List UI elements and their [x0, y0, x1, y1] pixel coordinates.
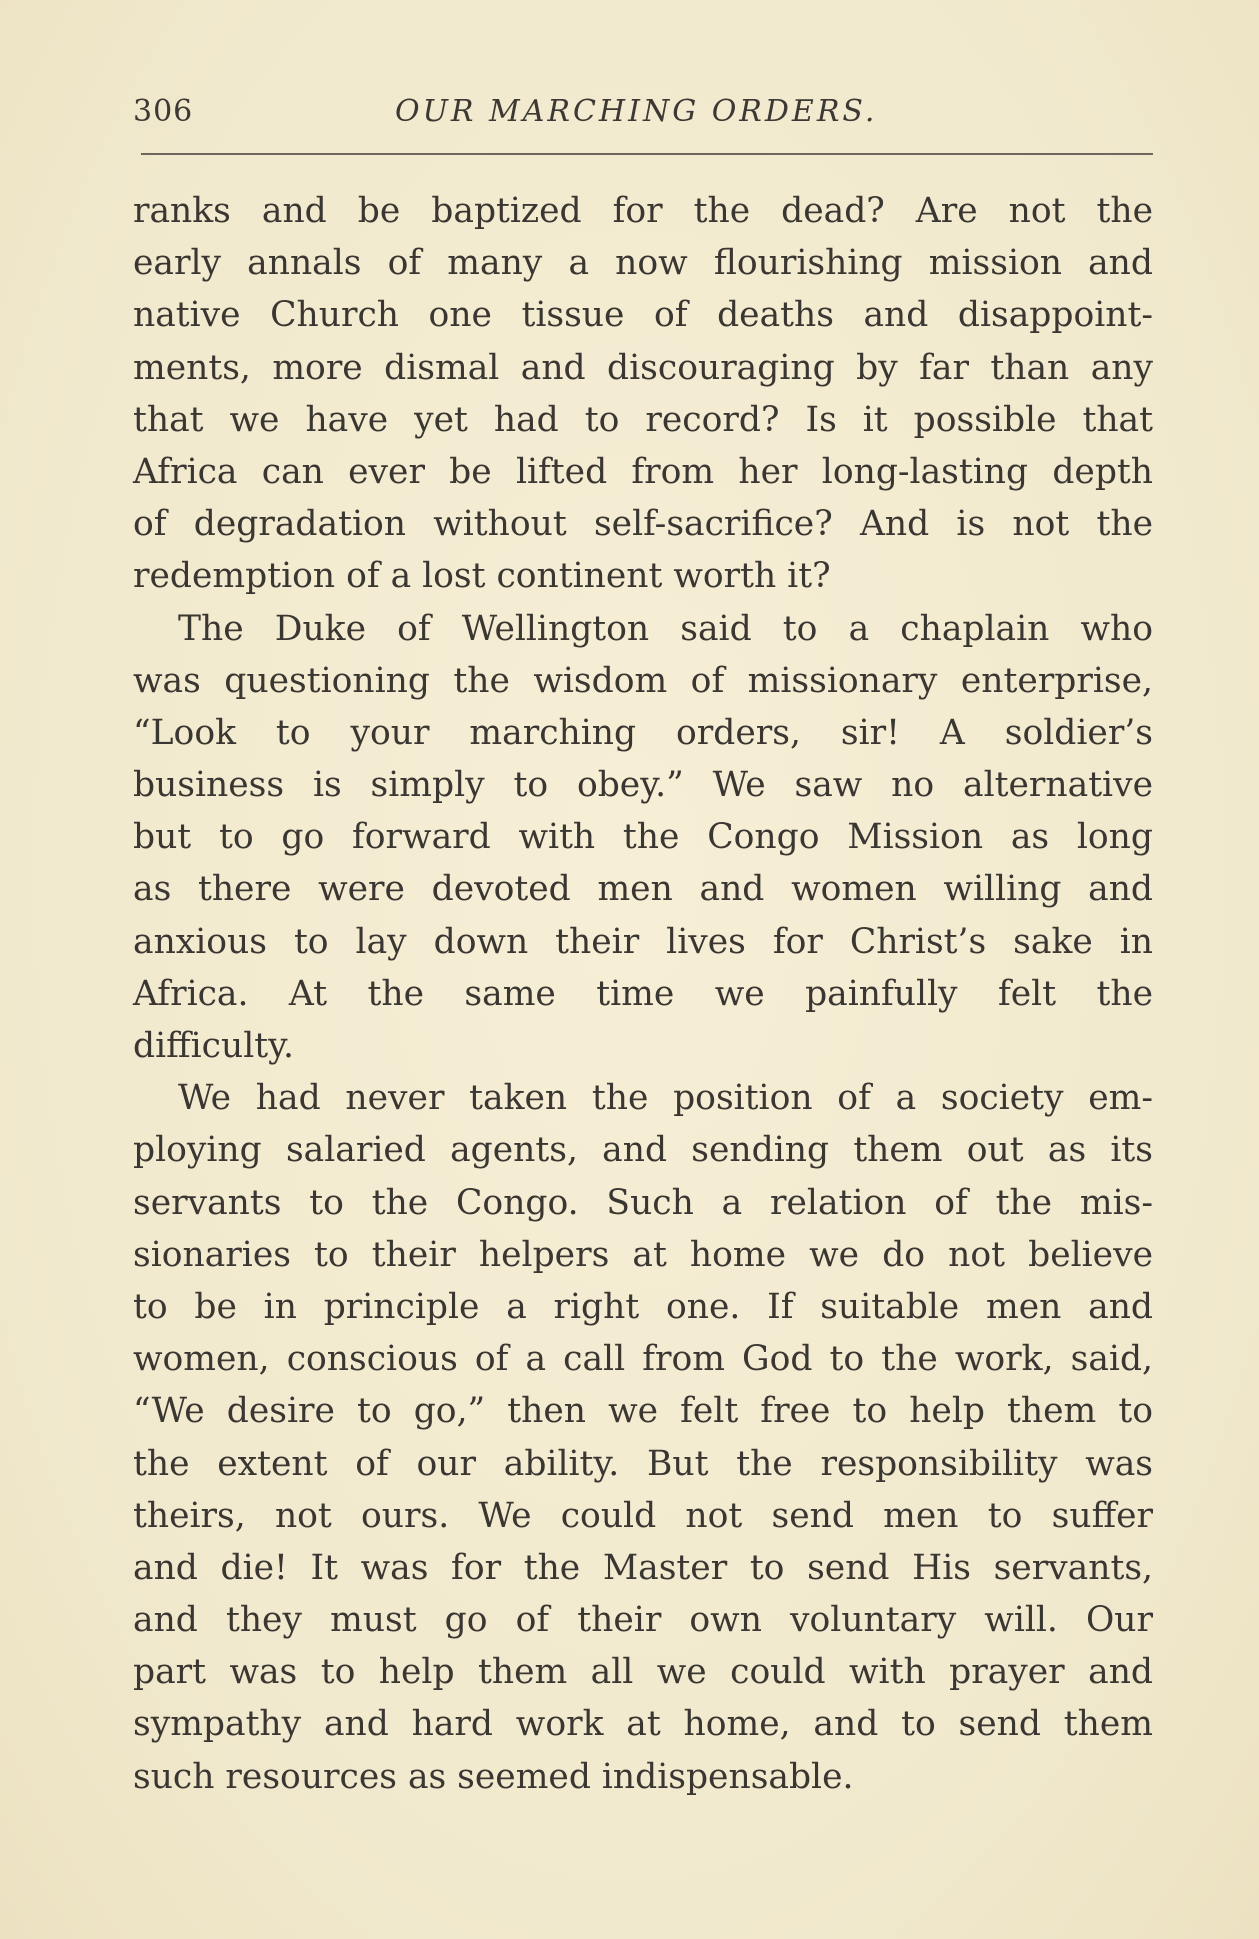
text-line: difficulty.	[133, 1026, 294, 1066]
page-header	[133, 88, 1153, 138]
text-line: Africa can ever be lifted from her long-lasting depth	[133, 451, 1153, 492]
body-text	[133, 185, 1153, 1803]
text-line: sympathy and hard work at home, and to send them	[133, 1704, 1153, 1745]
text-line: such resources as seemed indispensable.	[133, 1756, 854, 1797]
text-line: the extent of our ability. But the responsibility was	[133, 1443, 1153, 1484]
text-line: native Church one tissue of deaths and disappoint-	[133, 295, 1153, 336]
text-line: Africa. At the same time we painfully felt the	[133, 973, 1153, 1014]
text-line: ments, more dismal and discouraging by far than any	[133, 347, 1153, 388]
text-line: We had never taken the position of a society em-	[178, 1078, 1153, 1119]
text-line: early annals of many a now flourishing mission and	[133, 243, 1153, 284]
text-line: redemption of a lost continent worth it?	[133, 556, 831, 597]
text-line: and die! It was for the Master to send His servants,	[133, 1547, 1153, 1588]
text-line: that we have yet had to record? Is it possible that	[133, 399, 1153, 440]
text-line: anxious to lay down their lives for Christ’s sake in	[133, 921, 1153, 962]
text-line: but to go forward with the Congo Mission as long	[133, 817, 1153, 858]
text-line: of degradation without self-sacrifice? And is not the	[133, 504, 1153, 545]
text-line: ranks and be baptized for the dead? Are not the	[133, 191, 1153, 231]
text-line: sionaries to their helpers at home we do not believe	[133, 1234, 1153, 1275]
text-line: ploying salaried agents, and sending them out as its	[133, 1130, 1153, 1171]
text-line: as there were devoted men and women willing and	[133, 869, 1153, 910]
text-line: “We desire to go,” then we felt free to help them to	[133, 1391, 1153, 1432]
running-head: OUR MARCHING ORDERS.	[395, 94, 878, 129]
header-rule	[141, 153, 1153, 155]
text-line: part was to help them all we could with prayer and	[133, 1652, 1153, 1693]
text-line: servants to the Congo. Such a relation of the mis-	[133, 1182, 1153, 1223]
text-line: The Duke of Wellington said to a chaplain who	[178, 608, 1153, 649]
page-number: 306	[133, 94, 194, 129]
text-line: and they must go of their own voluntary will. Our	[133, 1600, 1153, 1641]
text-line: women, conscious of a call from God to the work, said,	[133, 1339, 1153, 1380]
text-line: “Look to your marching orders, sir! A soldier’s	[133, 712, 1153, 753]
text-line: theirs, not ours. We could not send men to suffer	[133, 1495, 1153, 1536]
text-line: was questioning the wisdom of missionary enterprise,	[133, 660, 1153, 701]
text-line: business is simply to obey.” We saw no alternative	[133, 765, 1153, 806]
text-line: to be in principle a right one. If suitable men and	[133, 1286, 1153, 1327]
